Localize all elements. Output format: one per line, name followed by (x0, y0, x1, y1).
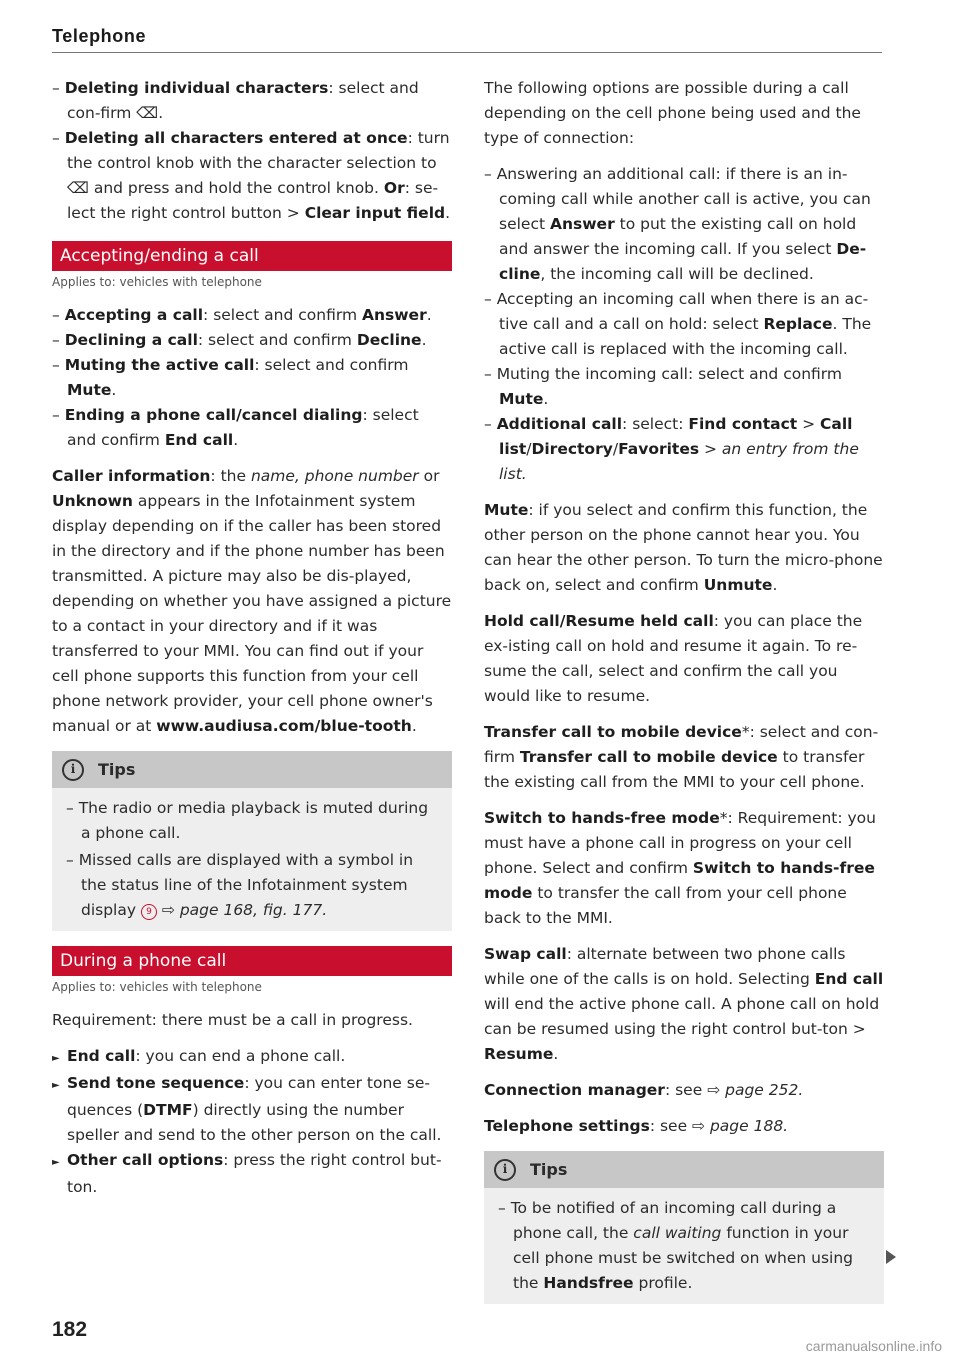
list-item: – Deleting individual characters: select and con-firm ⌫. (52, 79, 419, 122)
requirement-text: Requirement: there must be a call in progress. (52, 1011, 413, 1029)
tips-header (52, 751, 452, 788)
missed-call-symbol-icon: 9 (141, 904, 157, 920)
section-title-accepting: Accepting/ending a call (52, 241, 452, 271)
list-item: ► End call: you can end a phone call. (52, 1044, 452, 1071)
page-reference[interactable]: ⇨ page 168, fig. 177. (161, 901, 328, 919)
continue-arrow-icon (886, 1250, 896, 1264)
switch-paragraph: Switch to hands-free mode*: Requirement: you must have a phone call in progress on your cell phone. Select and confirm Switch to hands-free mode to transfer the call from your cell phone back to the MMI. (484, 809, 876, 927)
tips-box (52, 751, 452, 931)
page-header (52, 26, 882, 53)
list-item: ► Other call options: press the right control but-ton. (52, 1151, 442, 1196)
list-item: – Declining a call: select and confirm Decline. (52, 331, 427, 349)
list-item: – Additional call: select: Find contact > Call list/Directory/Favorites > an entry from the list. (484, 415, 859, 483)
tips-body (52, 788, 452, 931)
section-title-during-call: During a phone call (52, 946, 452, 976)
list-item: ► Send tone sequence: you can enter tone se-quences (DTMF) directly using the number speller and send to the other person on the call. (52, 1074, 442, 1144)
bullet-arrow-icon: ► (52, 1053, 60, 1064)
bluetooth-link[interactable]: www.audiusa.com/blue-tooth (156, 717, 412, 735)
list-item: – Muting the incoming call: select and confirm Mute. (484, 365, 842, 408)
list-item: – Accepting an incoming call when there is an ac-tive call and a call on hold: select Replace. The active call is replaced with the incoming call. (484, 290, 872, 358)
tips-body (484, 1188, 884, 1304)
applies-note: Applies to: vehicles with telephone (52, 275, 262, 289)
list-item: – Ending a phone call/cancel dialing: select and confirm End call. (52, 406, 419, 449)
tip-item: – To be notified of an incoming call during a phone call, the call waiting function in your cell phone must be switched on when using the Handsfree profile. (498, 1199, 854, 1292)
telephone-settings-paragraph: Telephone settings: see ⇨ page 188. (484, 1117, 789, 1135)
connection-paragraph: Connection manager: see ⇨ page 252. (484, 1081, 804, 1099)
page-reference[interactable]: ⇨ page 188. (692, 1117, 789, 1135)
header-title: Telephone (52, 26, 147, 46)
swap-paragraph: Swap call: alternate between two phone calls while one of the calls is on hold. Selecting End call will end the active phone call. A phone call on hold can be resumed using the right control but-ton > Resume. (484, 945, 884, 1063)
right-column (484, 76, 884, 1312)
mute-paragraph: Mute: if you select and confirm this function, the other person on the phone cannot hear you. You can hear the other person. To turn the micro-phone back on, select and confirm Unmute. (484, 501, 883, 594)
list-item: – Accepting a call: select and confirm Answer. (52, 306, 432, 324)
info-circle-icon: i (494, 1159, 516, 1181)
hold-paragraph: Hold call/Resume held call: you can place the ex-isting call on hold and resume it again. To re-sume the call, select and confirm the call you would like to resume. (484, 612, 863, 705)
list-item: – Answering an additional call: if there is an in-coming call while another call is active, you can select Answer to put the existing call on hold and answer the incoming call. If you select De-cline, the incoming call will be declined. (484, 165, 871, 283)
tip-item: – The radio or media playback is muted during a phone call. (66, 799, 429, 842)
list-item: – Muting the active call: select and confirm Mute. (52, 356, 409, 399)
info-circle-icon: i (62, 759, 84, 781)
bullet-arrow-icon: ► (52, 1157, 60, 1168)
left-column (52, 76, 452, 1200)
transfer-paragraph: Transfer call to mobile device*: select and con-firm Transfer call to mobile device to transfer the existing call from the MMI to your cell phone. (484, 723, 879, 791)
applies-note: Applies to: vehicles with telephone (52, 980, 262, 994)
intro-paragraph: The following options are possible during a call depending on the cell phone being used and the type of connection: (484, 79, 861, 147)
tip-item: – Missed calls are displayed with a symbol in the status line of the Infotainment system display 9 ⇨ page 168, fig. 177. (66, 851, 414, 919)
list-item: – Deleting all characters entered at once: turn the control knob with the character selection to ⌫ and press and hold the control knob. Or: se-lect the right control button > Clear input field. (52, 129, 451, 222)
page-number: 182 (52, 1318, 88, 1341)
watermark: carmanualsonline.info (805, 1338, 942, 1354)
tips-box (484, 1151, 884, 1304)
caller-info-paragraph: Caller information: the name, phone number or Unknown appears in the Infotainment system display depending on if the caller has been stored in the directory and if the phone number has been transmitted. A picture may also be dis-played, depending on whether you have assigned a picture to a contact in your directory and if it was transferred to your MMI. You can find out if your cell phone supports this function from your cell phone network provider, your cell phone owner's manual or at www.audiusa.com/blue-tooth. (52, 467, 452, 735)
bullet-arrow-icon: ► (52, 1080, 60, 1091)
tips-title: Tips (530, 1160, 568, 1179)
tips-header (484, 1151, 884, 1188)
tips-title: Tips (98, 760, 136, 779)
page-reference[interactable]: ⇨ page 252. (707, 1081, 804, 1099)
